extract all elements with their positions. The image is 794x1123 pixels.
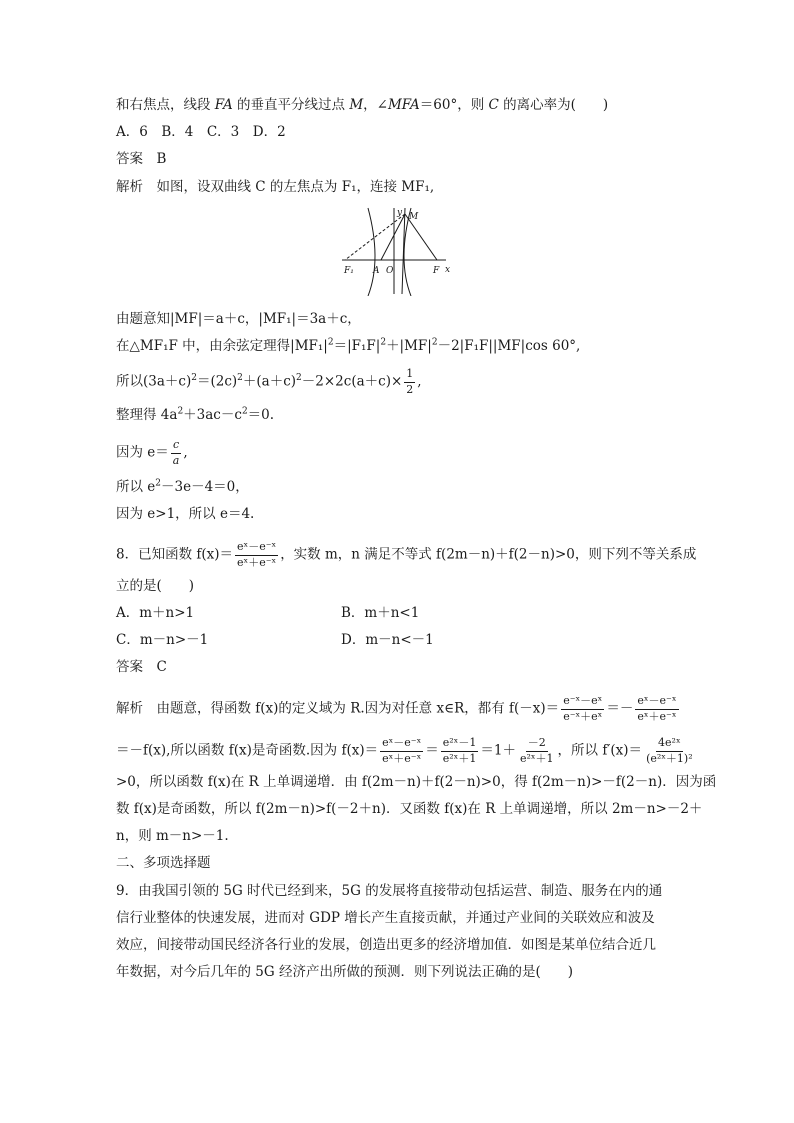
math-text: ＝(2c) bbox=[196, 373, 238, 390]
math-text: ＋3ac－c bbox=[183, 407, 242, 423]
math-text: ＝ bbox=[425, 742, 439, 759]
fraction bbox=[635, 695, 678, 723]
q7-analysis-row bbox=[116, 181, 434, 195]
label-x: x bbox=[445, 265, 451, 275]
math-text: －2|F₁F||MF|cos 60°, bbox=[437, 338, 581, 354]
math-text: , bbox=[417, 373, 422, 390]
answer-label: 答案 bbox=[116, 151, 143, 167]
math-exponent: 2 bbox=[431, 337, 438, 348]
math-exponent: 2 bbox=[296, 373, 302, 384]
math-text: , bbox=[183, 444, 188, 461]
math-exponent: 2 bbox=[380, 337, 387, 348]
fraction-numerator: eˣ－e⁻ˣ bbox=[380, 737, 423, 752]
fraction bbox=[518, 737, 556, 765]
fraction-denominator: e²ˣ＋1 bbox=[442, 751, 477, 765]
fraction-numerator: c bbox=[171, 439, 181, 454]
segment-MA bbox=[381, 214, 405, 260]
answer-label: 答案 bbox=[116, 659, 143, 675]
q9-line-3: 效应，间接带动国民经济各行业的发展，创造出更多的经济增加值．如图是某单位结合近几 bbox=[116, 937, 656, 953]
q8-option-c: C．m－n>－1 bbox=[116, 632, 209, 648]
section-heading: 二、多项选择题 bbox=[116, 855, 211, 871]
label-O: O bbox=[386, 266, 394, 276]
fraction bbox=[404, 368, 415, 396]
label-A: A bbox=[373, 266, 380, 276]
q8-text: ，实数 m，n 满足不等式 f(2m－n)＋f(2－n)>0，则下列不等关系成 bbox=[280, 546, 697, 563]
math-text: 因为 e＝ bbox=[116, 444, 169, 461]
fraction-denominator: 2 bbox=[406, 382, 414, 396]
q8-analysis-line-5: n，则 m－n>－1. bbox=[116, 828, 229, 844]
q9-line-1: 9．由我国引领的 5G 时代已经到来，5G 的发展将直接带动包括运营、制造、服务在内的通 bbox=[116, 883, 663, 899]
fraction-denominator: eˣ＋e⁻ˣ bbox=[237, 555, 277, 569]
q7-angle: MFA bbox=[387, 97, 420, 113]
fraction bbox=[171, 439, 182, 467]
fraction-denominator: e⁻ˣ＋eˣ bbox=[563, 709, 603, 723]
fraction-numerator: －2 bbox=[526, 737, 548, 752]
analysis-text: 如图，设双曲线 C 的左焦点为 F₁，连接 MF₁, bbox=[156, 179, 435, 195]
math-text: －2×2c(a＋c)× bbox=[301, 373, 403, 390]
analysis-label: 解析 bbox=[116, 179, 143, 195]
q9-line-4: 年数据，对今后几年的 5G 经济产出所做的预测．则下列说法正确的是( ) bbox=[116, 964, 573, 980]
fraction-denominator: (e²ˣ＋1)² bbox=[646, 751, 693, 765]
q8-text: 8．已知函数 f(x)＝ bbox=[116, 546, 234, 563]
math-text: ＝1＋ bbox=[480, 742, 516, 759]
hyperbola-left-branch bbox=[368, 208, 375, 296]
math-exponent: 2 bbox=[191, 373, 197, 384]
fraction bbox=[644, 737, 695, 765]
fraction bbox=[561, 695, 604, 723]
q7-text: ，∠ bbox=[363, 97, 388, 113]
analysis-label: 解析 bbox=[116, 700, 143, 717]
math-text: ，所以 f′(x)＝ bbox=[557, 742, 643, 759]
q7-answer-row bbox=[116, 153, 166, 167]
fraction-denominator: e²ˣ＋1 bbox=[519, 751, 554, 765]
q8-option-b: B．m＋n<1 bbox=[341, 605, 420, 621]
fraction bbox=[235, 541, 278, 569]
q7-step-8: 因为 e>1，所以 e＝4. bbox=[116, 506, 255, 522]
q7-step-4 bbox=[116, 368, 422, 396]
fraction-denominator: eˣ＋e⁻ˣ bbox=[382, 751, 422, 765]
fraction bbox=[441, 737, 479, 765]
fraction-numerator: eˣ－e⁻ˣ bbox=[635, 695, 678, 710]
q8-analysis-line-3: >0，所以函数 f(x)在 R 上单调递增．由 f(2m－n)＋f(2－n)>0，得 f(2m－n)>－f(2－n)．因为函 bbox=[116, 774, 717, 790]
fraction bbox=[380, 737, 423, 765]
q7-text: ＝60°，则 bbox=[419, 97, 489, 113]
hyperbola-figure bbox=[342, 206, 454, 296]
math-exponent: 2 bbox=[177, 406, 184, 417]
math-text: ＝－ bbox=[606, 700, 634, 717]
fraction-denominator: eˣ＋e⁻ˣ bbox=[637, 709, 677, 723]
q7-step-6 bbox=[116, 439, 188, 467]
math-text: ＝－f(x),所以函数 f(x)是奇函数.因为 f(x)＝ bbox=[116, 742, 379, 759]
label-F1: F₁ bbox=[344, 266, 354, 276]
math-exponent: 2 bbox=[327, 337, 334, 348]
fraction-denominator: a bbox=[172, 453, 180, 467]
q8-analysis-line-2 bbox=[116, 737, 697, 765]
math-text: 在△MF₁F 中，由余弦定理得|MF₁| bbox=[116, 338, 328, 354]
q7-step-7 bbox=[116, 478, 249, 495]
q7-options: A．6 B．4 C．3 D．2 bbox=[116, 124, 286, 140]
math-exponent: 2 bbox=[237, 373, 243, 384]
math-text: 由题意，得函数 f(x)的定义域为 R.因为对任意 x∈R，都有 f(－x)＝ bbox=[156, 700, 560, 717]
label-F: F bbox=[433, 266, 440, 276]
math-text: －3e－4＝0， bbox=[161, 479, 249, 495]
q8-option-d: D．m－n<－1 bbox=[341, 632, 434, 648]
fraction-numerator: e⁻ˣ－eˣ bbox=[561, 695, 604, 710]
math-text: 所以 e bbox=[116, 479, 156, 495]
q7-curve: C bbox=[488, 97, 499, 113]
math-exponent: 2 bbox=[241, 406, 248, 417]
answer-value: B bbox=[156, 151, 167, 167]
q7-step-3 bbox=[116, 337, 581, 354]
math-exponent: 2 bbox=[155, 478, 162, 489]
q7-point: M bbox=[349, 97, 364, 113]
q8-analysis-line-4: 数 f(x)是奇函数，所以 f(2m－n)>f(－2＋n)．又函数 f(x)在 R 上单调递增，所以 2m－n>－2＋ bbox=[116, 801, 703, 817]
math-text: ＋(a＋c) bbox=[242, 373, 297, 390]
q7-text: 和右焦点，线段 bbox=[116, 97, 215, 113]
math-text: 所以(3a＋c) bbox=[116, 373, 192, 390]
math-text: ＝|F₁F| bbox=[333, 338, 381, 354]
math-text: ＝0. bbox=[247, 407, 275, 423]
q7-text: 的垂直平分线过点 bbox=[232, 97, 350, 113]
answer-value: C bbox=[156, 659, 167, 675]
math-text: ＋|MF| bbox=[386, 338, 432, 354]
q8-stem-line-2: 立的是( ) bbox=[116, 578, 195, 594]
q7-step-5 bbox=[116, 406, 275, 423]
fraction-numerator: e²ˣ－1 bbox=[441, 737, 479, 752]
q8-analysis-line-1 bbox=[116, 695, 681, 723]
q8-option-a: A．m＋n>1 bbox=[116, 605, 195, 621]
fraction-numerator: eˣ－e⁻ˣ bbox=[235, 541, 278, 556]
fraction-numerator: 4e²ˣ bbox=[656, 737, 683, 752]
fraction-numerator: 1 bbox=[404, 368, 415, 383]
q9-line-2: 信行业整体的快速发展，进而对 GDP 增长产生直接贡献，并通过产业间的关联效应和波及 bbox=[116, 910, 655, 926]
q7-step-2: 由题意知|MF|＝a＋c，|MF₁|＝3a＋c， bbox=[116, 311, 361, 327]
q8-stem-line-1 bbox=[116, 541, 696, 569]
math-text: 整理得 4a bbox=[116, 407, 178, 423]
label-y: y bbox=[397, 208, 403, 218]
q7-segment: FA bbox=[214, 97, 233, 113]
q8-answer-row bbox=[116, 661, 167, 675]
q7-stem-line bbox=[116, 99, 608, 113]
label-M: M bbox=[409, 212, 419, 222]
q7-text: 的离心率为( ) bbox=[498, 97, 609, 113]
